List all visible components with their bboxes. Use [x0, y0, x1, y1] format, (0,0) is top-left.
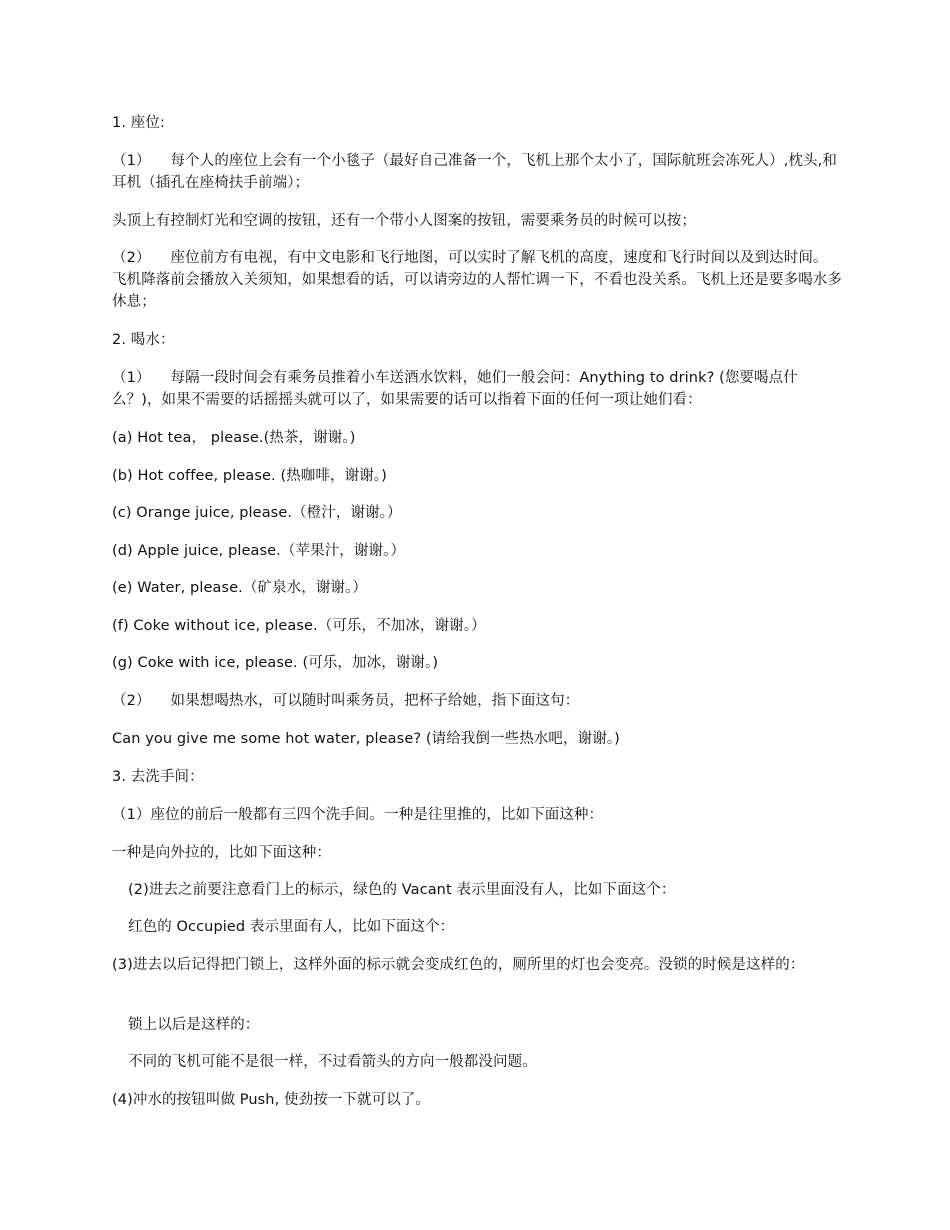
drink-option-list-item: (g) Coke with ice, please. (可乐，加冰，谢谢。) [112, 655, 439, 671]
paragraph-seat-tv [112, 247, 842, 313]
paragraph-text: 每隔一段时间会有乘务员推着小车送酒水饮料，她们一般会问：Anything to drink? (您要喝点什么？)，如果不需要的话摇摇头就可以了，如果需要的话可以指着下面的任何一项让她们看： [112, 370, 798, 408]
drink-option-list-item: (c) Orange juice, please.（橙汁，谢谢。） [112, 505, 402, 521]
paragraph-flush-button: (4)冲水的按钮叫做 Push, 使劲按一下就可以了。 [112, 1092, 430, 1108]
section-heading-restroom: 3. 去洗手间： [112, 769, 204, 785]
section-heading-drinks: 2. 喝水： [112, 332, 175, 348]
item-number: （1） [112, 153, 151, 169]
drink-option-list-item: (e) Water, please.（矿泉水，谢谢。） [112, 580, 367, 596]
paragraph-locked-state: 锁上以后是这样的： [128, 1017, 260, 1033]
item-number: （1） [112, 370, 151, 386]
drink-option-list-item: (b) Hot coffee, please. (热咖啡，谢谢。) [112, 468, 387, 484]
drink-option-list-item: (d) Apple juice, please.（苹果汁，谢谢。） [112, 543, 406, 559]
paragraph-text: 如果想喝热水，可以随时叫乘务员，把杯子给她，指下面这句： [170, 693, 580, 709]
paragraph-hot-water-phrase: Can you give me some hot water, please? (请给我倒一些热水吧，谢谢。) [112, 731, 620, 747]
paragraph-lock-door: (3)进去以后记得把门锁上，这样外面的标示就会变成红色的，厕所里的灯也会变亮。没锁的时候是这样的： [112, 957, 805, 973]
paragraph-restroom-pull: 一种是向外拉的，比如下面这种： [112, 845, 331, 861]
paragraph-occupied-sign: 红色的 Occupied 表示里面有人，比如下面这个： [128, 919, 455, 935]
paragraph-drink-service [112, 367, 842, 411]
item-number: （2） [112, 693, 151, 709]
paragraph-vacant-sign: (2)进去之前要注意看门上的标示，绿色的 Vacant 表示里面没有人，比如下面这个： [128, 882, 676, 898]
section-heading-seat: 1. 座位: [112, 115, 165, 131]
drink-option-list-item: (f) Coke without ice, please.（可乐，不加冰，谢谢。） [112, 618, 486, 634]
drink-option-list-item: (a) Hot tea， please.(热茶，谢谢。) [112, 430, 356, 446]
paragraph-seat-items [112, 150, 842, 194]
paragraph-text: 座位前方有电视，有中文电影和飞行地图，可以实时了解飞机的高度，速度和飞行时间以及到达时间。飞机降落前会播放入关须知，如果想看的话，可以请旁边的人帮忙调一下，不看也没关系。飞机上还是要多喝水多休息； [112, 250, 842, 310]
paragraph-overhead-buttons: 头顶上有控制灯光和空调的按钮，还有一个带小人图案的按钮，需要乘务员的时候可以按； [112, 213, 696, 229]
paragraph-arrow-direction: 不同的飞机可能不是很一样，不过看箭头的方向一般都没问题。 [128, 1054, 537, 1070]
paragraph-text: 每个人的座位上会有一个小毯子（最好自己准备一个，飞机上那个太小了，国际航班会冻死人）,枕头,和耳机（插孔在座椅扶手前端）； [112, 153, 837, 191]
item-number: （2） [112, 250, 151, 266]
paragraph-restroom-push: （1）座位的前后一般都有三四个洗手间。一种是往里推的，比如下面这种： [112, 807, 604, 823]
paragraph-hot-water [112, 690, 842, 712]
